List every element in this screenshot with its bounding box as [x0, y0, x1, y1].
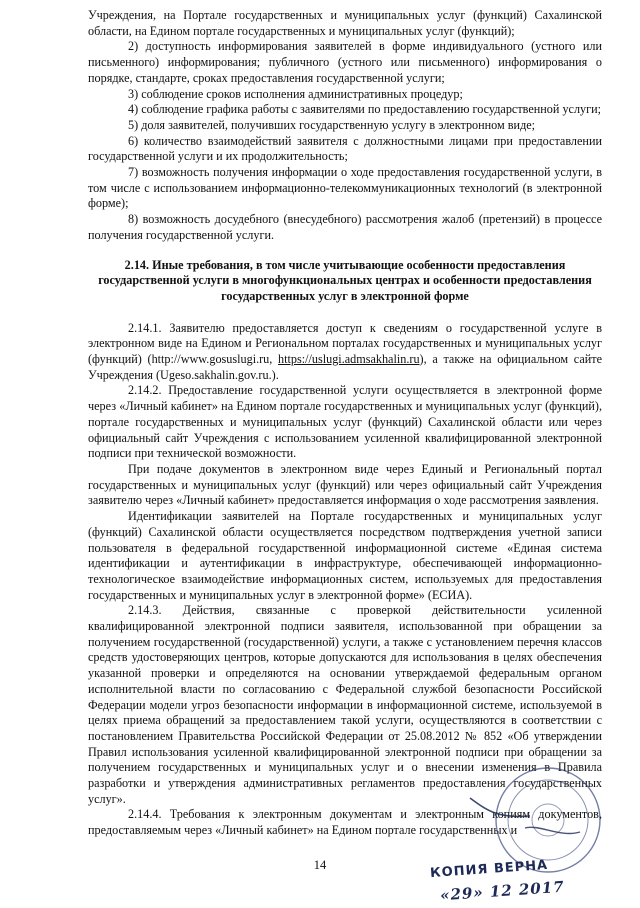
paragraph-identification: Идентификации заявителей на Портале государственных и муниципальных услуг (функций) Сахалинской области осуществляется посредством подтверждения учетной записи пользователя в федеральной государственной информационной системе «Единая система идентификации и аутентификации в инфраструктуре, обеспечивающей информационно-технологическое взаимодействие информационных систем, используемых для предоставления государственных и муниципальных услуг в электронной форме» (ЕСИА).: [88, 509, 602, 602]
paragraph-2-14-4: 2.14.4. Требования к электронным документам и электронным копиям документов, предоставляемым через «Личный кабинет» на Едином портале государственных и: [88, 807, 602, 838]
certification-stamp: [430, 758, 630, 903]
list-item-3: 3) соблюдение сроков исполнения административных процедур;: [128, 86, 463, 101]
list-item-5: 5) доля заявителей, получивших государственную услугу в электронном виде;: [128, 117, 536, 132]
page-number: 14: [313, 858, 327, 872]
paragraph-continuation: Учреждения, на Портале государственных и муниципальных услуг (функций) Сахалинской области, на Едином портале государственных и муниципальных услуг (функций);: [88, 8, 602, 38]
list-item-2: 2) доступность информирования заявителей в форме индивидуального (устного или письменного) информирования; публичного (устного или письменного) информирования о порядке, стандарте, сроках предоставления государственной услуги;: [88, 39, 602, 85]
paragraph-2-14-2: 2.14.2. Предоставление государственной услуги осуществляется в электронной форме через «Личный кабинет» на Едином портале государственных и муниципальных услуг (функций), портале государственных и муниципальных услуг (функций) Сахалинской области или через официальный сайт Учреждения с использованием усиленной квалифицированной электронной подписи при технической возможности.: [88, 383, 602, 461]
list-item-8: 8) возможность досудебного (внесудебного) рассмотрения жалоб (претензий) в процессе получения государственной услуги.: [88, 212, 602, 242]
list-item-4: 4) соблюдение графика работы с заявителями по предоставлению государственной услуги;: [128, 102, 602, 117]
document-body: [88, 8, 602, 839]
paragraph-2-14-1-text-after: ), а также на официальном сайте Учреждения (Ugeso.sakhalin.gov.ru.).: [88, 352, 602, 382]
portal-link[interactable]: https://uslugi.admsakhalin.ru: [278, 352, 420, 367]
list-item-7: 7) возможность получения информации о ходе предоставления государственной услуги, в том числе с использованием информационно-телекоммуникационных технологий (в электронной форме);: [88, 165, 602, 211]
paragraph-2-14-3: 2.14.3. Действия, связанные с проверкой действительности усиленной квалифицированной электронной подписи заявителя, использованной при обращении за получением государственной (государственной) услуги, а также с установлением перечня классов средств удостоверяющих центров, которые допускаются для использования в целях обеспечения указанной проверки и определяются на основании утверждаемой федеральным органом исполнительной власти по согласованию с Федеральной службой безопасности Российской Федерации модели угроз безопасности информации в информационной системе, используемой в целях приема обращений за предоставлением такой услуги, осуществляются в соответствии с постановлением Правительства Российской Федерации от 25.08.2012 № 852 «Об утверждении Правил использования усиленной квалифицированной электронной подписи при обращении за получением государственных и муниципальных услуг и о внесении изменения в Правила разработки и утверждения административных регламентов предоставления государственных услуг».: [88, 603, 602, 806]
stamp-handwritten-date: «29» 12 2017: [439, 877, 566, 905]
paragraph-submission-info: При подаче документов в электронном виде через Единый и Региональный портал государственных и муниципальных услуг (функций) или через официальный сайт Учреждения заявителю через «Личный кабинет» предоставляется информация о ходе рассмотрения заявления.: [88, 461, 602, 508]
list-item-6: 6) количество взаимодействий заявителя с должностными лицами при предоставлении государственной услуги и их продолжительность;: [88, 133, 602, 164]
section-heading-2-14: 2.14. Иные требования, в том числе учитывающие особенности предоставления государственной услуги в многофункциональных центрах и особенности предоставления государственных услуг в электронной форме: [98, 257, 592, 303]
paragraph-2-14-1: [88, 321, 602, 384]
stamp-copy-label: КОПИЯ ВЕРНА: [429, 857, 549, 882]
paragraph-2-14-1-text-before: 2.14.1. Заявителю предоставляется доступ к сведениям о государственной услуге в электронном виде на Едином и Региональном порталах государственных и муниципальных услуг (функций) (http://www.gosuslugi.ru,: [88, 320, 602, 367]
